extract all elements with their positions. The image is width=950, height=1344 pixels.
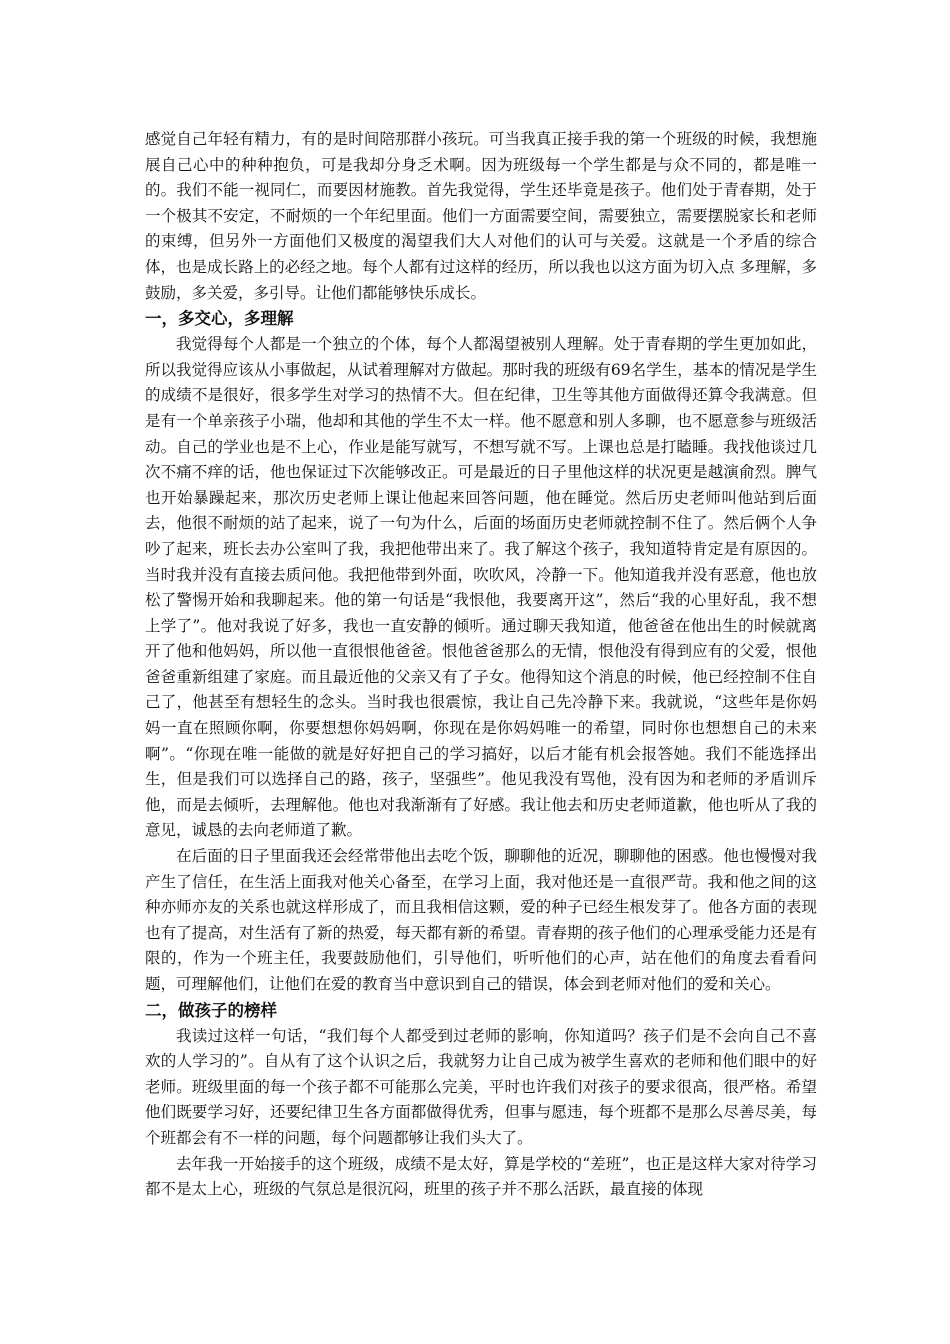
section-1-paragraph-2: 在后面的日子里面我还会经常带他出去吃个饭，聊聊他的近况，聊聊他的困惑。他也慢慢对我产生了信任，在生活上面我对他关心备至，在学习上面，我对他还是一直很严苛。我和他之间的这种亦师亦友的关系也就这样形成了，而且我相信这颗，爱的种子已经生根发芽了。他各方面的表现也有了提高，对生活有了新的热爱，每天都有新的希望。青春期的孩子他们的心理承受能力还是有限的，作为一个班主任，我要鼓励他们，引导他们，听听他们的心声，站在他们的角度去看看问题，可理解他们，让他们在爱的教育当中意识到自己的错误，体会到老师对他们的爱和关心。 bbox=[145, 847, 817, 993]
section-2-paragraph-1: 我读过这样一句话，“我们每个人都受到过老师的影响，你知道吗？孩子们是不会向自己不喜欢的人学习的”。自从有了这个认识之后，我就努力让自己成为被学生喜欢的老师和他们眼中的好老师。班级里面的每一个孩子都不可能那么完美，平时也许我们对孩子的要求很高，很严格。希望他们既要学习好，还要纪律卫生各方面都做得优秀，但事与愿违，每个班都不是那么尽善尽美，每个班都会有不一样的问题，每个问题都够让我们头大了。 bbox=[145, 1026, 817, 1147]
section-2-paragraph-2: 去年我一开始接手的这个班级，成绩不是太好，算是学校的“差班”，也正是这样大家对待学习都不是太上心，班级的气氛总是很沉闷，班里的孩子并不那么活跃，最直接的体现 bbox=[145, 1154, 817, 1199]
intro-paragraph: 感觉自己年轻有精力，有的是时间陪那群小孩玩。可当我真正接手我的第一个班级的时候，我想施展自己心中的种种抱负，可是我却分身乏术啊。因为班级每一个学生都是与众不同的，都是唯一的。我们不能一视同仁，而要因材施教。首先我觉得，学生还毕竟是孩子。他们处于青春期，处于一个极其不安定，不耐烦的一个年纪里面。他们一方面需要空间，需要独立，需要摆脱家长和老师的束缚，但另外一方面他们又极度的渴望我们大人对他们的认可与关爱。这就是一个矛盾的综合体，也是成长路上的必经之地。每个人都有过这样的经历，所以我也以这方面为切入点 多理解，多鼓励，多关爱，多引导。让他们都能够快乐成长。 bbox=[145, 130, 817, 302]
document-body bbox=[145, 127, 817, 1203]
section-heading-1: 一，多交心，多理解 bbox=[145, 309, 294, 329]
section-heading-2: 二，做孩子的榜样 bbox=[145, 1000, 277, 1020]
section-1-paragraph-1: 我觉得每个人都是一个独立的个体，每个人都渴望被别人理解。处于青春期的学生更加如此，所以我觉得应该从小事做起，从试着理解对方做起。那时我的班级有69名学生，基本的情况是学生的成绩不是很好，很多学生对学习的热情不大。但在纪律，卫生等其他方面做得还算令我满意。但是有一个单亲孩子小瑞，他却和其他的学生不太一样。他不愿意和别人多聊，也不愿意参与班级活动。自己的学业也是不上心，作业是能写就写，不想写就不写。上课也总是打瞌睡。我找他谈过几次不痛不痒的话，他也保证过下次能够改正。可是最近的日子里他这样的状况更是越演俞烈。脾气也开始暴躁起来，那次历史老师上课让他起来回答问题，他在睡觉。然后历史老师叫他站到后面去，他很不耐烦的站了起来，说了一句为什么，后面的场面历史老师就控制不住了。然后俩个人争吵了起来，班长去办公室叫了我，我把他带出来了。我了解这个孩子，我知道特肯定是有原因的。当时我并没有直接去质问他。我把他带到外面，吹吹风，冷静一下。他知道我并没有恶意，他也放松了警惕开始和我聊起来。他的第一句话是“我恨他，我要离开这”，然后“我的心里好乱，我不想上学了”。他对我说了好多，我也一直安静的倾听。通过聊天我知道，他爸爸在他出生的时候就离开了他和他妈妈，所以他一直很恨他爸爸。恨他爸爸那么的无情，恨他没有得到应有的父爱，恨他爸爸重新组建了家庭。而且最近他的父亲又有了子女。他得知这个消息的时候，他已经控制不住自己了，他甚至有想轻生的念头。当时我也很震惊，我让自己先冷静下来。我就说，“这些年是你妈妈一直在照顾你啊，你要想想你妈妈啊，你现在是你妈妈唯一的希望，同时你也想想自己的未来啊”。“你现在唯一能做的就是好好把自己的学习搞好，以后才能有机会报答她。我们不能选择出生，但是我们可以选择自己的路，孩子，坚强些”。他见我没有骂他，没有因为和老师的矛盾训斥他，而是去倾听，去理解他。他也对我渐渐有了好感。我让他去和历史老师道歉，他也听从了我的意见，诚恳的去向老师道了歉。 bbox=[145, 335, 817, 840]
